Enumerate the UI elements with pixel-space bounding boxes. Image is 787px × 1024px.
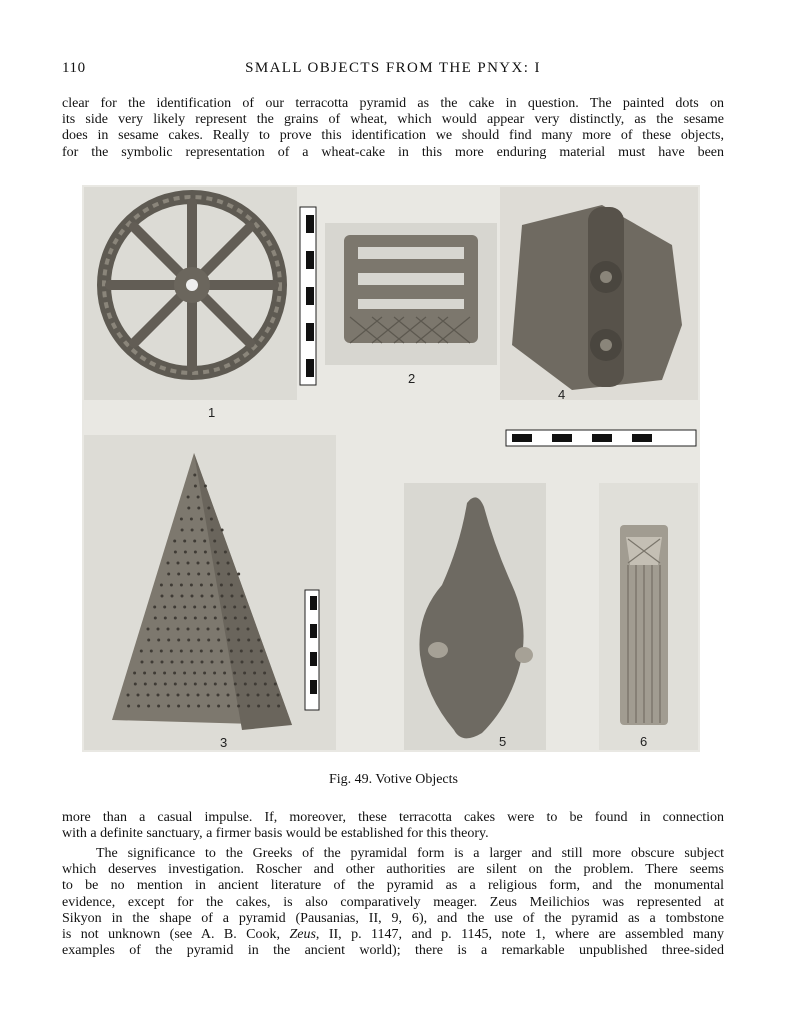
running-title: SMALL OBJECTS FROM THE PNYX: I (245, 60, 541, 76)
text-line: which deserves investigation. Roscher and other authorities are silent on the problem. There seems (62, 862, 724, 878)
paragraph-continuation (62, 810, 724, 842)
text-line: with a definite sanctuary, a firmer basis would be established for this theory. (62, 826, 489, 842)
text-line: The significance to the Greeks of the pyramidal form is a larger and still more obscure subject (96, 846, 724, 861)
photo-fragment (500, 187, 698, 400)
text-line: does in sesame cakes. Really to prove this identification we should find many more of these objects, (62, 128, 724, 144)
figure-caption: Fig. 49. Votive Objects (329, 772, 458, 787)
photo-wheel (84, 187, 297, 400)
text-line: Sikyon in the shape of a pyramid (Pausanias, II, 9, 6), and the use of the pyramid as a tombstone (62, 910, 724, 926)
text-line: more than a casual impulse. If, moreover, these terracotta cakes were to be found in connection (62, 810, 724, 825)
italic-title: Zeus (289, 927, 316, 943)
text-line: evidence, except for the cakes, is also comparatively meager. Zeus Meilichios was represented at (62, 894, 724, 910)
figure-label: 3 (220, 735, 228, 750)
top-paragraph (62, 96, 724, 161)
photo-column-figure (599, 483, 698, 750)
text-line: to be no mention in ancient literature of the pyramid as a religious form, and the monumental (62, 878, 724, 894)
text-line: clear for the identification of our terracotta pyramid as the cake in question. The painted dots on (62, 96, 724, 111)
figure-photographs (82, 185, 700, 752)
scale-bar-vertical (305, 590, 319, 710)
photo-plaque (325, 223, 497, 365)
scale-bar-horizontal (506, 430, 696, 446)
text-line: for the symbolic representation of a wheat-cake in this more enduring material must have been (62, 144, 724, 160)
photo-figurine (404, 483, 546, 750)
text-run: , II, p. 1147, and p. 1145, note 1, where are assembled many (315, 927, 724, 943)
figure-label: 5 (499, 734, 507, 749)
figure-label: 2 (408, 371, 416, 386)
photo-pyramid (84, 435, 336, 750)
figure-label: 4 (558, 387, 566, 402)
scale-bar-vertical (300, 207, 316, 385)
page-number: 110 (62, 60, 86, 76)
text-line: its side very likely represent the grains of wheat, which would appear very distinctly, as the sesame (62, 112, 724, 128)
text-run: is not unknown (see A. B. Cook, (62, 927, 290, 943)
text-line (62, 927, 724, 943)
figure-plate (82, 185, 700, 752)
figure-label: 6 (640, 734, 648, 749)
figure-label: 1 (208, 405, 216, 420)
text-line: examples of the pyramid in the ancient world); there is a remarkable unpublished three-sided (62, 943, 724, 959)
paragraph-pyramid-significance (62, 846, 724, 959)
